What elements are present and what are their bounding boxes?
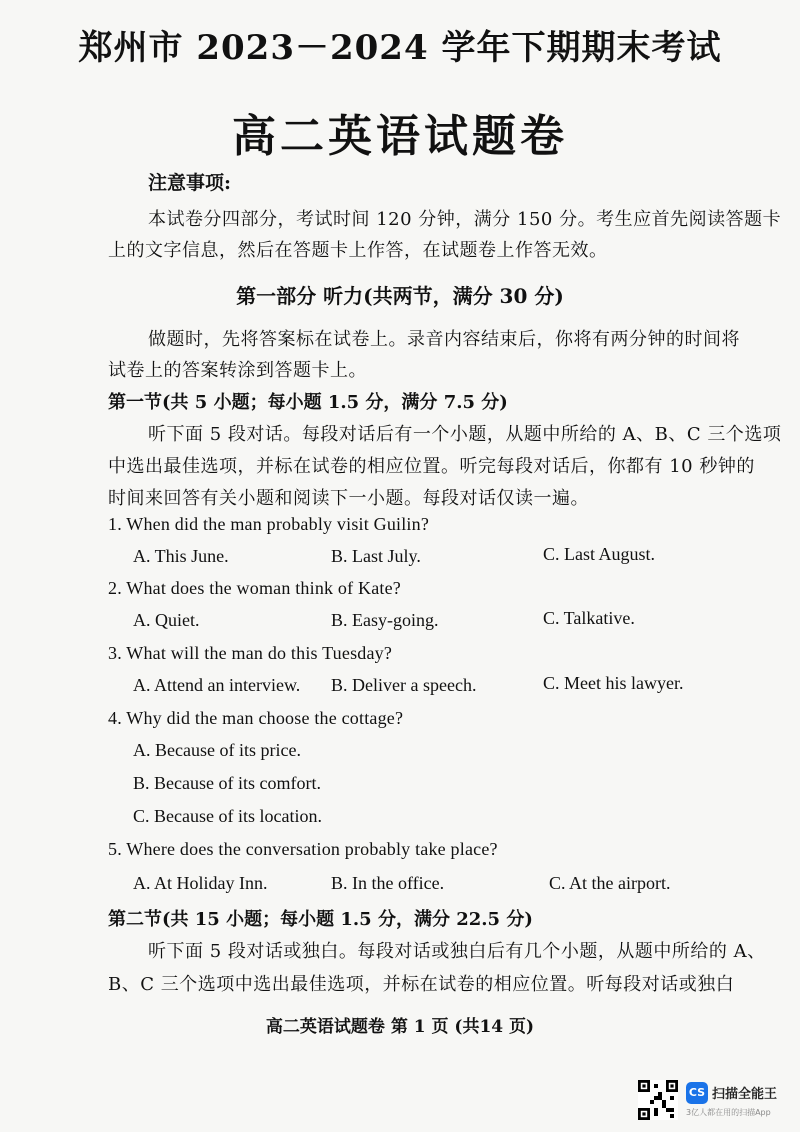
page-footer: 高二英语试题卷 第 1 页 (共14 页) — [265, 1017, 535, 1037]
question-1-option-c: C. Last August. — [543, 544, 656, 564]
watermark-subtitle: 3亿人都在用的扫描App — [686, 1108, 771, 1117]
qr-code-icon — [638, 1080, 678, 1120]
question-4: 4. Why did the man choose the cottage? — [108, 708, 404, 728]
question-2: 2. What does the woman think of Kate? — [108, 578, 401, 598]
question-3-option-b: B. Deliver a speech. — [331, 675, 477, 695]
camscanner-logo-icon: CS — [686, 1082, 708, 1104]
question-5-option-a: A. At Holiday Inn. — [133, 873, 268, 893]
section2-instr-line-2: B、C 三个选项中选出最佳选项，并标在试卷的相应位置。听每段对话或独白 — [108, 974, 735, 995]
exam-subtitle: 高二英语试题卷 — [232, 111, 568, 162]
exam-title: 郑州市 2023－2024 学年下期期末考试 — [78, 28, 722, 68]
question-2-option-a: A. Quiet. — [133, 610, 200, 630]
question-3: 3. What will the man do this Tuesday? — [108, 643, 393, 663]
part1-heading: 第一部分 听力(共两节，满分 30 分) — [236, 284, 564, 308]
question-5-option-b: B. In the office. — [331, 873, 445, 893]
question-3-option-c: C. Meet his lawyer. — [543, 673, 684, 693]
section1-instr-line-3: 时间来回答有关小题和阅读下一小题。每段对话仅读一遍。 — [108, 488, 589, 509]
watermark-name: 扫描全能王 — [712, 1087, 778, 1102]
question-5-option-c: C. At the airport. — [549, 873, 671, 893]
section2-heading: 第二节(共 15 小题；每小题 1.5 分，满分 22.5 分) — [108, 909, 533, 930]
question-3-option-a: A. Attend an interview. — [133, 675, 301, 695]
scanner-watermark — [638, 1080, 788, 1122]
question-1-option-b: B. Last July. — [331, 546, 421, 566]
question-4-option-b: B. Because of its comfort. — [133, 773, 321, 793]
question-4-option-c: C. Because of its location. — [133, 806, 322, 826]
section1-instr-line-1: 听下面 5 段对话。每段对话后有一个小题，从题中所给的 A、B、C 三个选项 — [148, 424, 782, 445]
question-2-option-b: B. Easy-going. — [331, 610, 439, 630]
section2-instr-line-1: 听下面 5 段对话或独白。每段对话或独白后有几个小题，从题中所给的 A、 — [148, 941, 766, 962]
question-5: 5. Where does the conversation probably take place? — [108, 839, 498, 859]
notice-line-2: 上的文字信息，然后在答题卡上作答，在试题卷上作答无效。 — [108, 240, 608, 261]
question-1-option-a: A. This June. — [133, 546, 229, 566]
notice-line-1: 本试卷分四部分，考试时间 120 分钟，满分 150 分。考生应首先阅读答题卡 — [148, 209, 782, 230]
question-2-option-c: C. Talkative. — [543, 608, 635, 628]
question-1: 1. When did the man probably visit Guilin? — [108, 514, 430, 534]
part1-intro-line-2: 试卷上的答案转涂到答题卡上。 — [108, 360, 367, 381]
section1-instr-line-2: 中选出最佳选项，并标在试卷的相应位置。听完每段对话后，你都有 10 秒钟的 — [108, 456, 755, 477]
section1-heading: 第一节(共 5 小题；每小题 1.5 分，满分 7.5 分) — [108, 392, 508, 413]
notice-heading: 注意事项: — [148, 172, 232, 194]
part1-intro-line-1: 做题时，先将答案标在试卷上。录音内容结束后，你将有两分钟的时间将 — [148, 329, 740, 350]
question-4-option-a: A. Because of its price. — [133, 740, 301, 760]
